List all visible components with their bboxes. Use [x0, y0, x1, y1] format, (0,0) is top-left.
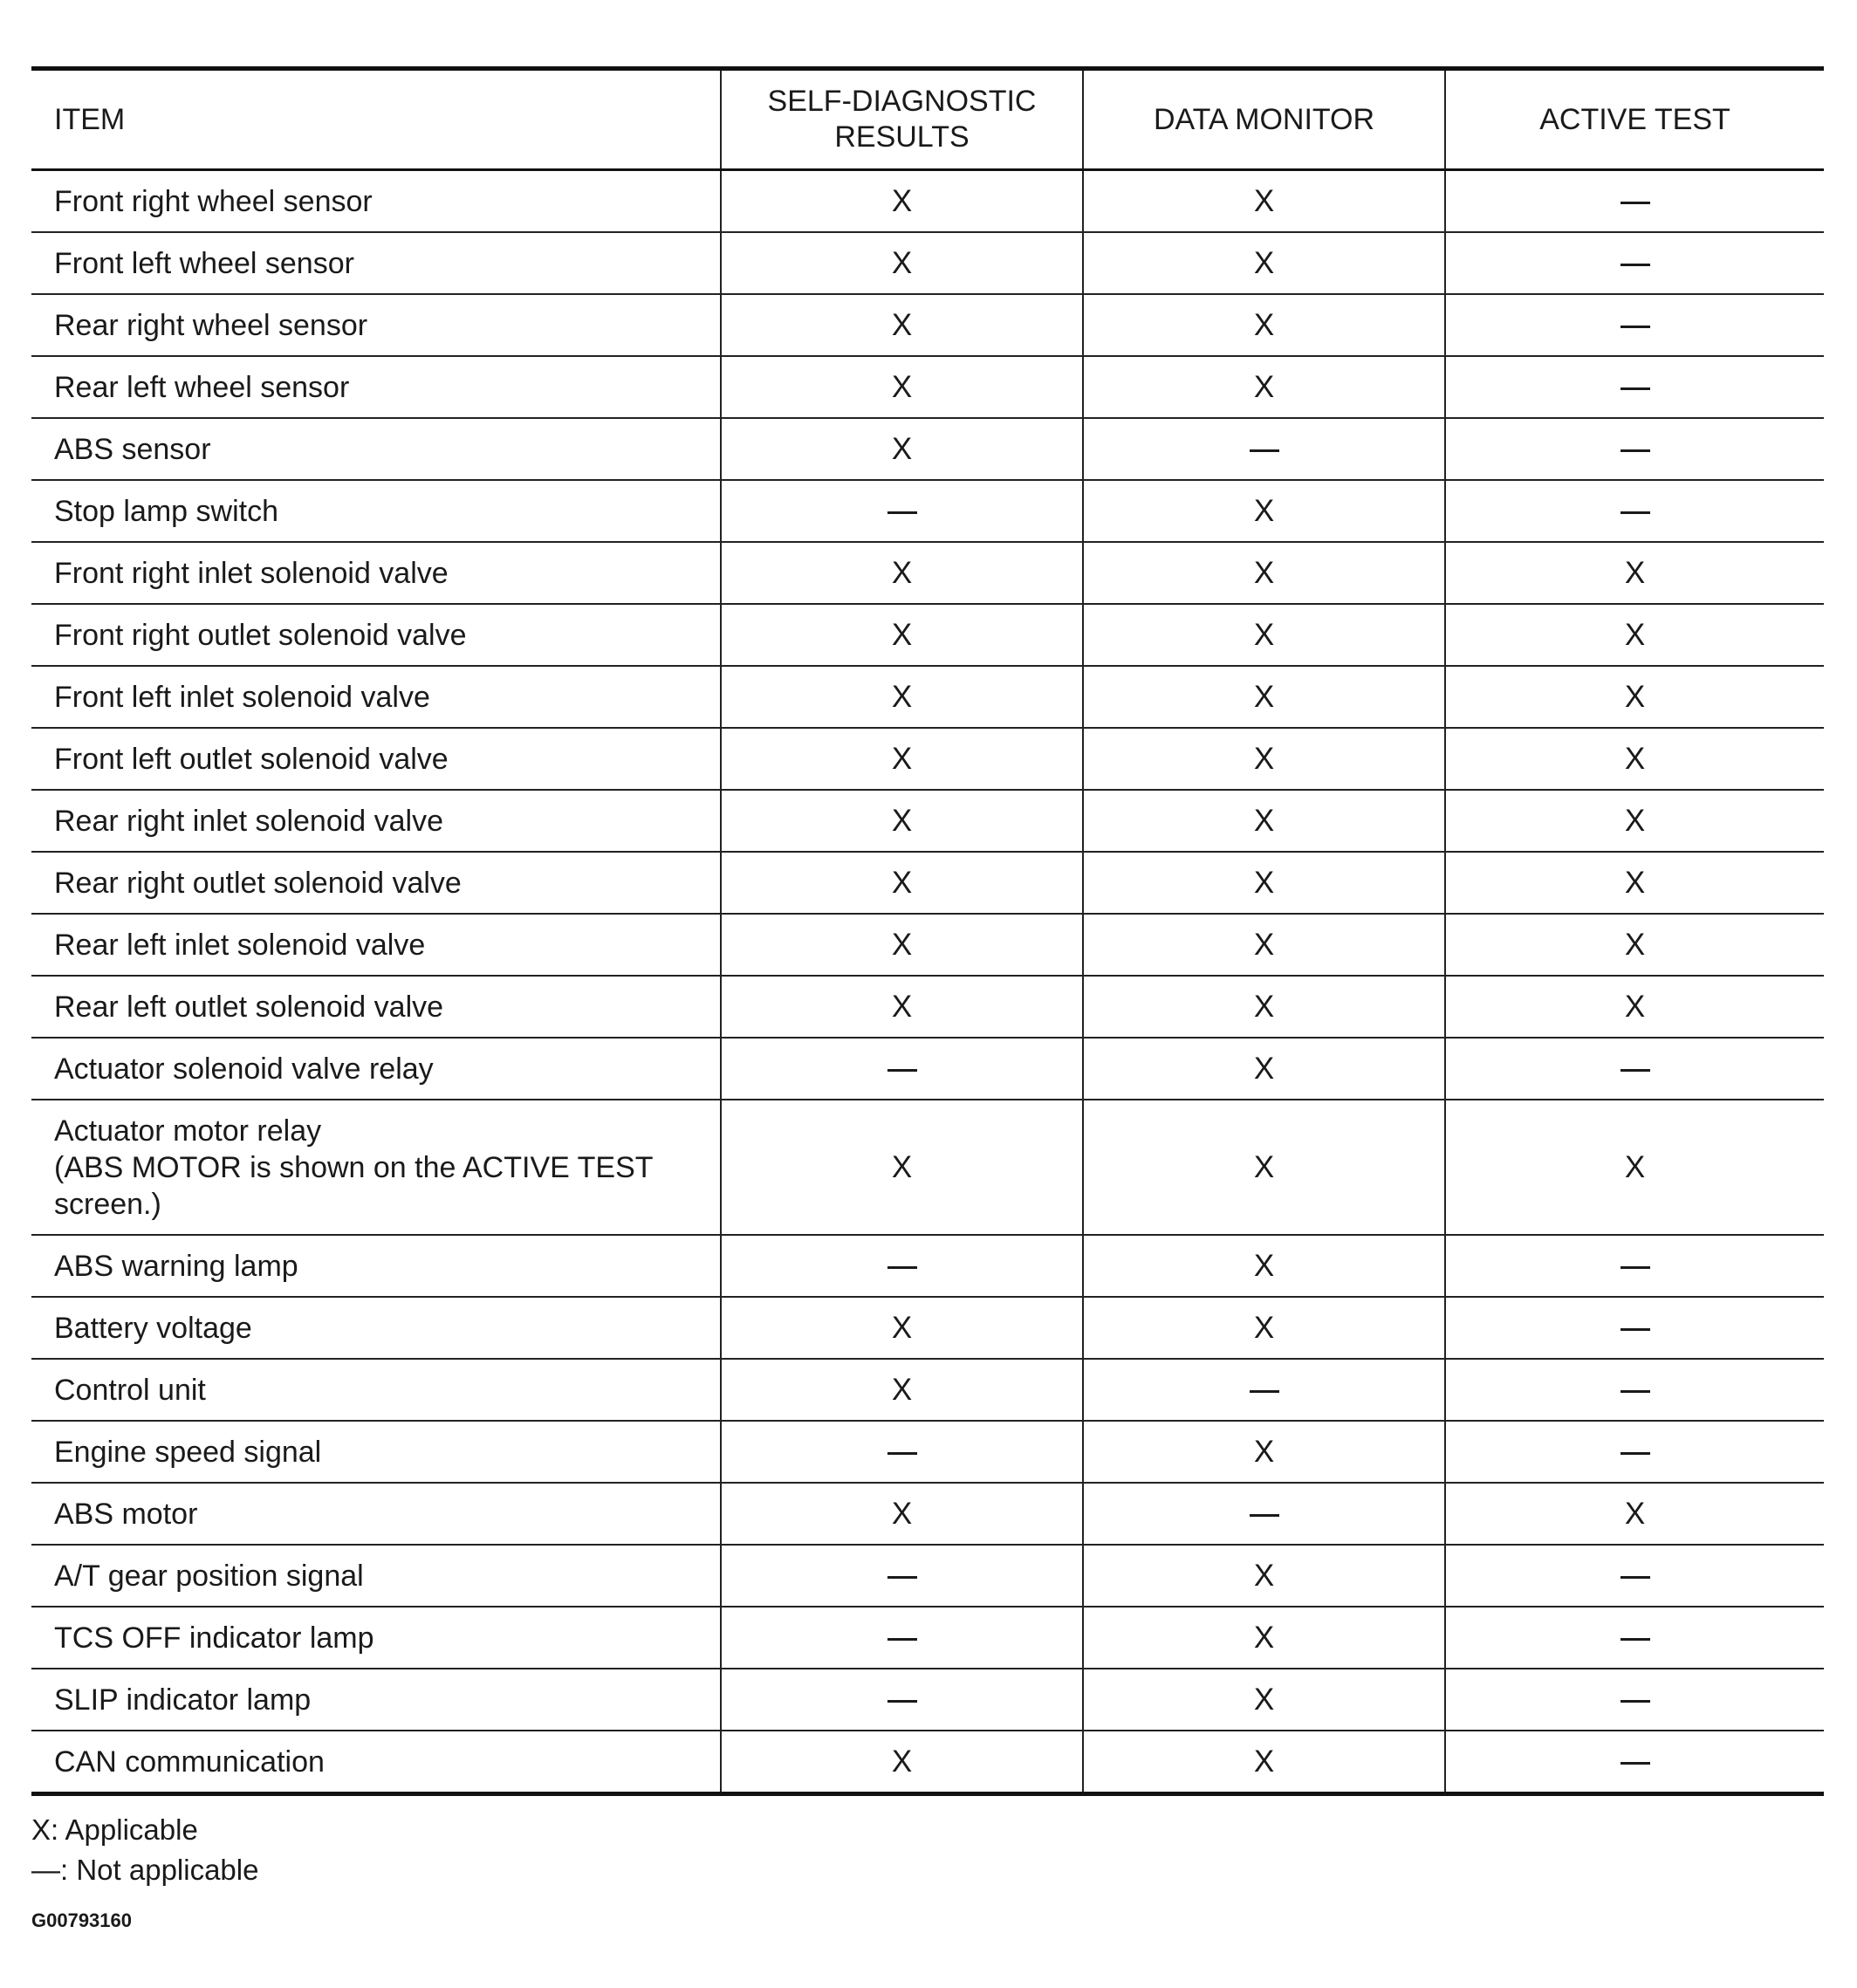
item-name-line: Rear right wheel sensor	[54, 308, 368, 342]
table-row	[31, 604, 1824, 666]
table-body	[31, 170, 1824, 1794]
active-test-cell	[1445, 1038, 1824, 1100]
applicable-mark: X	[1253, 307, 1275, 342]
applicable-mark: X	[1253, 1248, 1275, 1283]
table-row	[31, 542, 1824, 604]
table-row	[31, 666, 1824, 728]
table-row	[31, 976, 1824, 1038]
diagnostic-item-table	[31, 66, 1824, 1796]
applicable-mark: X	[1253, 927, 1275, 962]
self-diagnostic-cell	[721, 1669, 1083, 1731]
self-diagnostic-cell	[721, 1483, 1083, 1545]
applicable-mark: X	[891, 1310, 913, 1345]
header-self-diagnostic-line-2: RESULTS	[834, 120, 970, 154]
applicable-mark: X	[891, 741, 913, 776]
header-data-monitor: DATA MONITOR	[1083, 69, 1445, 170]
active-test-cell	[1445, 666, 1824, 728]
item-name-line: Battery voltage	[54, 1311, 252, 1345]
item-name-cell	[31, 1483, 721, 1545]
data-monitor-cell	[1083, 1359, 1445, 1421]
table-row	[31, 232, 1824, 294]
item-name-cell	[31, 170, 721, 233]
table-row	[31, 1100, 1824, 1235]
active-test-cell	[1445, 852, 1824, 914]
applicable-mark: X	[1253, 1620, 1275, 1655]
applicable-mark: X	[1253, 1682, 1275, 1717]
table-row	[31, 1483, 1824, 1545]
self-diagnostic-cell	[721, 170, 1083, 233]
not-applicable-mark	[887, 1700, 917, 1703]
table-row	[31, 170, 1824, 233]
item-name-cell	[31, 1421, 721, 1483]
item-name-cell	[31, 294, 721, 356]
active-test-cell	[1445, 728, 1824, 790]
item-name-line: Actuator solenoid valve relay	[54, 1052, 434, 1086]
header-self-diagnostic-line-1: SELF-DIAGNOSTIC	[767, 85, 1037, 118]
item-name-line: A/T gear position signal	[54, 1559, 364, 1593]
self-diagnostic-cell	[721, 1731, 1083, 1794]
data-monitor-cell	[1083, 294, 1445, 356]
table-row	[31, 1607, 1824, 1669]
table-row	[31, 1545, 1824, 1607]
not-applicable-mark	[887, 511, 917, 514]
item-name-line: ABS motor	[54, 1497, 198, 1531]
active-test-cell	[1445, 1359, 1824, 1421]
not-applicable-mark	[1621, 449, 1650, 452]
item-name-cell	[31, 1669, 721, 1731]
data-monitor-cell	[1083, 728, 1445, 790]
table-row	[31, 790, 1824, 852]
applicable-mark: X	[1624, 617, 1646, 652]
item-name-line: ABS sensor	[54, 432, 211, 466]
data-monitor-cell	[1083, 1669, 1445, 1731]
active-test-cell	[1445, 1297, 1824, 1359]
applicable-mark: X	[1253, 1558, 1275, 1593]
active-test-cell	[1445, 914, 1824, 976]
item-name-cell	[31, 1235, 721, 1297]
applicable-mark: X	[1253, 741, 1275, 776]
item-name-cell	[31, 1038, 721, 1100]
not-applicable-mark	[1621, 1069, 1650, 1072]
data-monitor-cell	[1083, 666, 1445, 728]
applicable-mark: X	[1624, 1149, 1646, 1184]
self-diagnostic-cell	[721, 914, 1083, 976]
self-diagnostic-cell	[721, 480, 1083, 542]
item-name-line: Front left outlet solenoid valve	[54, 742, 449, 776]
self-diagnostic-cell	[721, 728, 1083, 790]
applicable-mark: X	[1253, 555, 1275, 590]
table-row	[31, 294, 1824, 356]
self-diagnostic-cell	[721, 1297, 1083, 1359]
active-test-cell	[1445, 356, 1824, 418]
self-diagnostic-cell	[721, 666, 1083, 728]
not-applicable-mark	[887, 1069, 917, 1072]
active-test-cell	[1445, 1607, 1824, 1669]
item-name-line: Front left wheel sensor	[54, 246, 354, 280]
table-row	[31, 356, 1824, 418]
applicable-mark: X	[1624, 555, 1646, 590]
not-applicable-mark	[1621, 326, 1650, 328]
item-name-cell	[31, 604, 721, 666]
item-name-line: Engine speed signal	[54, 1435, 322, 1469]
item-name-line: Rear left inlet solenoid valve	[54, 928, 426, 962]
data-monitor-cell	[1083, 1421, 1445, 1483]
applicable-mark: X	[1624, 1496, 1646, 1531]
active-test-cell	[1445, 294, 1824, 356]
applicable-mark: X	[891, 1496, 913, 1531]
item-name-line: Rear left wheel sensor	[54, 370, 350, 404]
active-test-cell	[1445, 1731, 1824, 1794]
item-name-line: CAN communication	[54, 1745, 325, 1779]
active-test-cell	[1445, 1545, 1824, 1607]
applicable-mark: X	[891, 1149, 913, 1184]
item-name-line: (ABS MOTOR is shown on the ACTIVE TEST	[54, 1150, 654, 1184]
item-name-line: Rear right outlet solenoid valve	[54, 866, 462, 900]
table-row	[31, 1731, 1824, 1794]
active-test-cell	[1445, 1483, 1824, 1545]
applicable-mark: X	[891, 803, 913, 838]
header-self-diagnostic-results	[721, 69, 1083, 170]
table-header-row	[31, 69, 1824, 170]
data-monitor-cell	[1083, 1235, 1445, 1297]
self-diagnostic-cell	[721, 1100, 1083, 1235]
self-diagnostic-cell	[721, 1545, 1083, 1607]
table-row	[31, 914, 1824, 976]
applicable-mark: X	[891, 1744, 913, 1779]
active-test-cell	[1445, 418, 1824, 480]
diagnostic-item-sheet	[31, 66, 1824, 1932]
data-monitor-cell	[1083, 604, 1445, 666]
item-name-cell	[31, 356, 721, 418]
table-row	[31, 480, 1824, 542]
self-diagnostic-cell	[721, 1038, 1083, 1100]
applicable-mark: X	[891, 307, 913, 342]
data-monitor-cell	[1083, 1545, 1445, 1607]
applicable-mark: X	[1253, 989, 1275, 1024]
not-applicable-mark	[1621, 1328, 1650, 1331]
active-test-cell	[1445, 976, 1824, 1038]
self-diagnostic-cell	[721, 976, 1083, 1038]
not-applicable-mark	[1621, 1638, 1650, 1641]
item-name-cell	[31, 232, 721, 294]
legend-applicable: X: Applicable	[31, 1813, 198, 1846]
applicable-mark: X	[891, 245, 913, 280]
applicable-mark: X	[1253, 493, 1275, 528]
data-monitor-cell	[1083, 852, 1445, 914]
data-monitor-cell	[1083, 418, 1445, 480]
item-name-cell	[31, 976, 721, 1038]
applicable-mark: X	[1624, 679, 1646, 714]
applicable-mark: X	[1253, 679, 1275, 714]
applicable-mark: X	[1253, 1149, 1275, 1184]
not-applicable-mark	[1621, 1700, 1650, 1703]
data-monitor-cell	[1083, 1731, 1445, 1794]
not-applicable-mark	[1621, 387, 1650, 390]
active-test-cell	[1445, 604, 1824, 666]
item-name-line: Stop lamp switch	[54, 494, 278, 528]
data-monitor-cell	[1083, 1100, 1445, 1235]
self-diagnostic-cell	[721, 1607, 1083, 1669]
item-name-cell	[31, 480, 721, 542]
active-test-cell	[1445, 1669, 1824, 1731]
item-name-line: Control unit	[54, 1373, 206, 1407]
table-row	[31, 1297, 1824, 1359]
table-row	[31, 1421, 1824, 1483]
applicable-mark: X	[891, 989, 913, 1024]
legend-not-applicable: —: Not applicable	[31, 1854, 259, 1886]
applicable-mark: X	[1624, 865, 1646, 900]
data-monitor-cell	[1083, 1607, 1445, 1669]
self-diagnostic-cell	[721, 852, 1083, 914]
table-row	[31, 418, 1824, 480]
not-applicable-mark	[1621, 1266, 1650, 1269]
applicable-mark: X	[891, 927, 913, 962]
applicable-mark: X	[891, 431, 913, 466]
data-monitor-cell	[1083, 1483, 1445, 1545]
item-name-cell	[31, 914, 721, 976]
active-test-cell	[1445, 232, 1824, 294]
active-test-cell	[1445, 1421, 1824, 1483]
item-name-line: Front right inlet solenoid valve	[54, 556, 449, 590]
active-test-cell	[1445, 542, 1824, 604]
active-test-cell	[1445, 480, 1824, 542]
item-name-cell	[31, 542, 721, 604]
header-active-test: ACTIVE TEST	[1445, 69, 1824, 170]
applicable-mark: X	[891, 679, 913, 714]
applicable-mark: X	[891, 555, 913, 590]
active-test-cell	[1445, 790, 1824, 852]
item-name-line: Rear right inlet solenoid valve	[54, 804, 444, 838]
item-name-cell	[31, 1100, 721, 1235]
self-diagnostic-cell	[721, 232, 1083, 294]
header-item: ITEM	[31, 69, 721, 170]
not-applicable-mark	[1621, 202, 1650, 204]
item-name-cell	[31, 790, 721, 852]
legend	[31, 1810, 1824, 1890]
applicable-mark: X	[1253, 1310, 1275, 1345]
applicable-mark: X	[1624, 741, 1646, 776]
not-applicable-mark	[1621, 1390, 1650, 1393]
not-applicable-mark	[1621, 1762, 1650, 1765]
not-applicable-mark	[1250, 1390, 1279, 1393]
item-name-cell	[31, 1359, 721, 1421]
applicable-mark: X	[1253, 617, 1275, 652]
item-name-cell	[31, 728, 721, 790]
data-monitor-cell	[1083, 914, 1445, 976]
item-name-cell	[31, 852, 721, 914]
applicable-mark: X	[1624, 927, 1646, 962]
active-test-cell	[1445, 1100, 1824, 1235]
item-name-line: Front right outlet solenoid valve	[54, 618, 467, 652]
item-name-line: ABS warning lamp	[54, 1249, 298, 1283]
active-test-cell	[1445, 1235, 1824, 1297]
applicable-mark: X	[1253, 1434, 1275, 1469]
self-diagnostic-cell	[721, 1235, 1083, 1297]
not-applicable-mark	[887, 1452, 917, 1455]
self-diagnostic-cell	[721, 1359, 1083, 1421]
not-applicable-mark	[1621, 264, 1650, 266]
table-row	[31, 728, 1824, 790]
item-name-line: Actuator motor relay	[54, 1114, 322, 1148]
item-name-line: Rear left outlet solenoid valve	[54, 990, 444, 1024]
item-name-cell	[31, 418, 721, 480]
data-monitor-cell	[1083, 1297, 1445, 1359]
data-monitor-cell	[1083, 1038, 1445, 1100]
table-row	[31, 1359, 1824, 1421]
item-name-cell	[31, 666, 721, 728]
self-diagnostic-cell	[721, 542, 1083, 604]
not-applicable-mark	[1250, 1514, 1279, 1517]
data-monitor-cell	[1083, 542, 1445, 604]
applicable-mark: X	[891, 865, 913, 900]
applicable-mark: X	[1253, 1744, 1275, 1779]
not-applicable-mark	[1621, 511, 1650, 514]
active-test-cell	[1445, 170, 1824, 233]
not-applicable-mark	[887, 1576, 917, 1579]
figure-code: G00793160	[31, 1909, 132, 1931]
applicable-mark: X	[1624, 989, 1646, 1024]
table-row	[31, 1669, 1824, 1731]
applicable-mark: X	[1253, 183, 1275, 218]
applicable-mark: X	[891, 617, 913, 652]
applicable-mark: X	[1624, 803, 1646, 838]
data-monitor-cell	[1083, 976, 1445, 1038]
table-row	[31, 1235, 1824, 1297]
applicable-mark: X	[1253, 369, 1275, 404]
applicable-mark: X	[1253, 803, 1275, 838]
self-diagnostic-cell	[721, 294, 1083, 356]
not-applicable-mark	[1250, 449, 1279, 452]
table-row	[31, 852, 1824, 914]
item-name-cell	[31, 1607, 721, 1669]
self-diagnostic-cell	[721, 604, 1083, 666]
applicable-mark: X	[1253, 245, 1275, 280]
item-name-line: Front left inlet solenoid valve	[54, 680, 430, 714]
table-row	[31, 1038, 1824, 1100]
self-diagnostic-cell	[721, 418, 1083, 480]
not-applicable-mark	[1621, 1452, 1650, 1455]
applicable-mark: X	[891, 369, 913, 404]
applicable-mark: X	[891, 1372, 913, 1407]
item-name-line: TCS OFF indicator lamp	[54, 1621, 374, 1655]
self-diagnostic-cell	[721, 356, 1083, 418]
item-name-cell	[31, 1545, 721, 1607]
item-name-line: screen.)	[54, 1187, 161, 1221]
item-name-line: Front right wheel sensor	[54, 184, 373, 218]
item-name-cell	[31, 1297, 721, 1359]
item-name-cell	[31, 1731, 721, 1794]
self-diagnostic-cell	[721, 1421, 1083, 1483]
data-monitor-cell	[1083, 790, 1445, 852]
not-applicable-mark	[1621, 1576, 1650, 1579]
applicable-mark: X	[1253, 865, 1275, 900]
not-applicable-mark	[887, 1638, 917, 1641]
applicable-mark: X	[891, 183, 913, 218]
self-diagnostic-cell	[721, 790, 1083, 852]
data-monitor-cell	[1083, 232, 1445, 294]
data-monitor-cell	[1083, 480, 1445, 542]
data-monitor-cell	[1083, 170, 1445, 233]
item-name-line: SLIP indicator lamp	[54, 1683, 312, 1717]
not-applicable-mark	[887, 1266, 917, 1269]
applicable-mark: X	[1253, 1051, 1275, 1086]
data-monitor-cell	[1083, 356, 1445, 418]
